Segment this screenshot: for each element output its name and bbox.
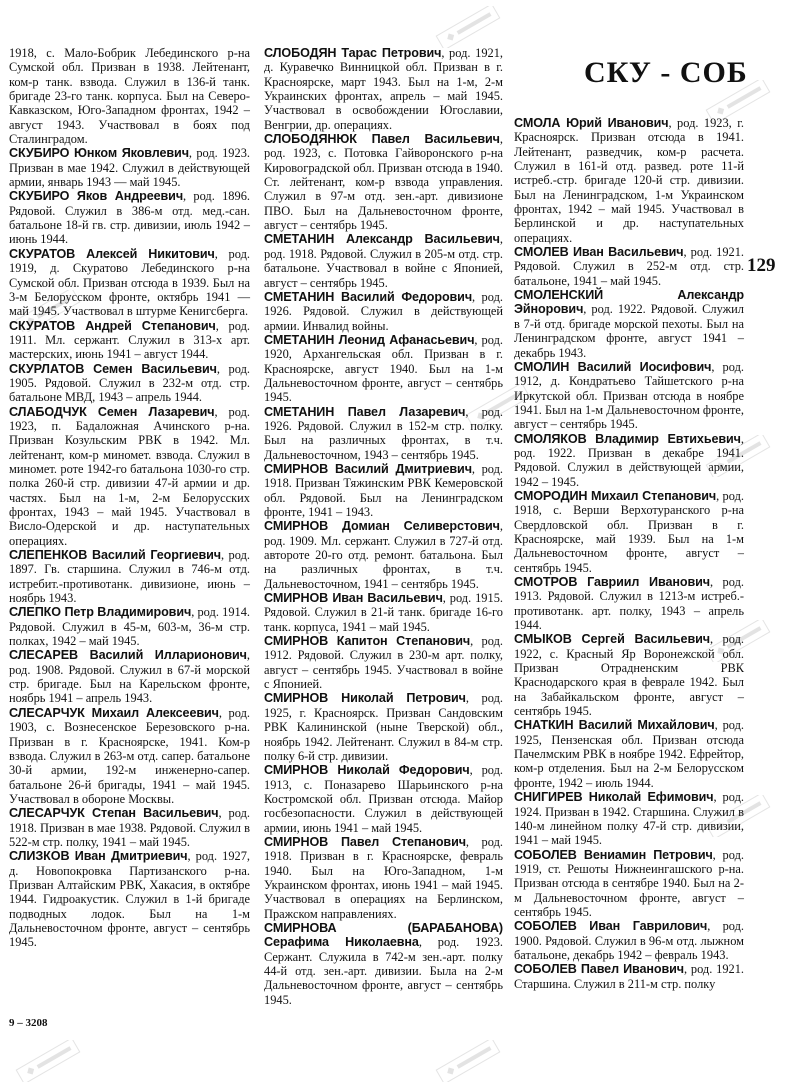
biography-entry <box>264 232 503 289</box>
entry-text: , род. 1913, с. Поназарево Шарьинского р-на Костромской обл. Призван отсюда. Майор госбезопасности. Служил в действующей армии, июнь 1941 – май 1945. <box>264 763 504 835</box>
person-name: СМОРОДИН Михаил Степанович <box>514 488 717 503</box>
biography-entry <box>514 288 744 360</box>
entry-text: , род. 1923, с. Потовка Гайворонского р-на Кировоградской обл. Призван отсюда в 1940. Ст. лейтенант, ком-р взвода управления. Служил в 97-м отд. зен.-арт. дивизионе ПВО. Был на Дальневосточном фронте, август – сентябрь 1945. <box>264 132 503 233</box>
biography-entry <box>9 319 250 362</box>
continuation-text: 1918, с. Мало-Бобрик Лебединского р-на Сумской обл. Призван в 1938. Лейтенант, ком-р танк. взвода. Служил в 136-й танк. бригаде 23-го танк. корпуса. Был на Северо-Кавказском, Юго-Западном фронтах, 1942 – август 1943. Участвовал в боях под Сталинградом. <box>9 46 250 147</box>
biography-entry <box>9 605 250 648</box>
text-column-left <box>9 46 250 950</box>
person-name: СЛОБОДЯН Тарас Петрович <box>264 46 442 60</box>
person-name: СМЕТАНИН Павел Лазаревич <box>264 404 466 419</box>
biography-entry <box>514 848 744 920</box>
person-name: СМОЛЕНСКИЙ Александр Эйнорович <box>514 288 744 317</box>
person-name: СЛИЗКОВ Иван Дмитриевич <box>9 849 188 864</box>
biography-entry <box>514 790 744 847</box>
person-name: СЛЕСАРЕВ Василий Илларионович <box>9 648 247 663</box>
biography-entry <box>9 405 250 548</box>
person-name: СМИРНОВ Павел Степанович <box>264 834 466 849</box>
entry-text: , род. 1923. Призван в мае 1942. Служил в действующей армии, январь 1943 — май 1945. <box>9 146 250 190</box>
entry-text: , род. 1921. Старшина. Служил в 211-м стр. полку <box>514 962 744 991</box>
entry-text: , род. 1919, д. Скуратово Лебединского р-на Сумской обл. Призван отсюда в 1939. Был на 3-м Белорусском фронте, октябрь 1941 — май 1945. Участвовал в штурме Кенигсберга. <box>9 246 250 319</box>
biography-entry <box>264 462 503 519</box>
entry-text: , род. 1908. Рядовой. Служил в 67-й морской стр. бригаде. Был на Карельском фронте, ноябрь 1941 – апрель 1943. <box>9 648 250 706</box>
person-name: СМИРНОВ Иван Васильевич <box>264 591 443 606</box>
entry-text: , род. 1912, д. Кондратьево Тайшетского р-на Иркутской обл. Призван отсюда в ноябре 1941. Был на 1-м Дальневосточном фронте, август – сентябрь 1945. <box>514 359 744 432</box>
entry-text: , род. 1923, п. Бадаложная Ачинского р-на. Призван Козульским РВК в 1942. Мл. лейтенант, ком-р миномет. взвода. Служил в миномет. роте 1942-го батальона 1030-го стр. полка 260-й стр. дивизии 47-й армии и др. частях. Был на 1-м, 2-м Белорусских фронтах, 1943 – май 1945. Участвовал в Висло-Одерской и др. наступательных операциях. <box>9 404 250 548</box>
person-name: СЛЕСАРЧУК Степан Васильевич <box>9 806 219 821</box>
person-name: СКУРАТОВ Алексей Никитович <box>9 246 215 261</box>
person-name: СМЕТАНИН Василий Федорович <box>264 289 473 304</box>
person-name: СЛАБОДЧУК Семен Лазаревич <box>9 404 215 419</box>
biography-entry <box>264 634 503 691</box>
biography-entry <box>264 405 503 462</box>
person-name: СЛОБОДЯНЮК Павел Васильевич <box>264 132 500 147</box>
entry-text: , род. 1918. Призван в г. Красноярске, февраль 1940. Был на Юго-Западном, 1-м Украинском фронтах, июнь 1941 – май 1945. Участвовал в операциях на Берлинском, Пражском направлениях. <box>264 834 503 921</box>
entry-text: , род. 1914. Рядовой. Служил в 45-м, 603-м, 36-м стр. полках, 1942 – май 1945. <box>9 605 250 649</box>
biography-entry <box>264 763 503 835</box>
entry-text: , род. 1927, д. Новопокровка Партизанского р-на. Призван Алтайским РВК, Хакасия, в октябре 1944. Гидроакустик. Служил в 1-й бригаде подводных лодок. Был на 1-м Дальневосточном фронте, август – сентябрь 1945. <box>9 849 250 950</box>
person-name: СМИРНОВ Василий Дмитриевич <box>264 461 472 476</box>
entry-text: , род. 1903, с. Вознесенское Березовского р-на. Призван в г. Красноярске, 1941. Ком-р взвода. Служил в 263-м отд. сапер. батальоне 30-й армии, 192-м инженерно-сапер. батальоне 26-й бригады, 1941 – май 1945. Участвовал в обороне Москвы. <box>9 705 250 806</box>
entry-text: , род. 1922. Призван в декабре 1941. Рядовой. Служил в действующей армии, 1942 – 1945. <box>514 431 744 489</box>
person-name: СМИРНОВ Капитон Степанович <box>264 634 471 649</box>
biography-entry <box>264 691 503 763</box>
biography-entry <box>514 489 744 575</box>
person-name: СМОЛЕВ Иван Васильевич <box>514 245 684 260</box>
person-name: СМИРНОВ Николай Петрович <box>264 691 466 706</box>
person-name: СКУБИРО Яков Андреевич <box>9 189 184 204</box>
biography-entry <box>514 116 744 245</box>
person-name: СОБОЛЕВ Вениамин Петрович <box>514 847 713 862</box>
biography-entry <box>514 718 744 790</box>
entry-text: , род. 1911. Мл. сержант. Служил в 313-х арт. мастерских, июнь 1941 – август 1944. <box>9 318 250 362</box>
text-column-middle <box>264 46 503 1007</box>
biography-entry <box>264 46 503 132</box>
watermark-logo <box>430 6 506 48</box>
entry-text: , род. 1925, г. Красноярск. Призван Сандовским РВК Калининской (ныне Тверской) обл., ноябрь 1942. Лейтенант. Служил в 84-м стр. полку 6-й стр. дивизии. <box>264 691 503 763</box>
page-number: 129 <box>747 255 776 276</box>
person-name: СМОЛЯКОВ Владимир Евтихьевич <box>514 431 741 446</box>
person-name: СМЫКОВ Сергей Васильевич <box>514 632 710 647</box>
biography-entry <box>264 333 503 405</box>
entry-text: , род. 1920, Архангельская обл. Призван в г. Красноярске, август 1940. Был на 1-м Дальневосточном фронте, август – сентябрь 1945. <box>264 332 503 405</box>
person-name: СКУРАТОВ Андрей Степанович <box>9 318 216 333</box>
running-head: СКУ - СОБ <box>584 56 748 89</box>
person-name: СЛЕПЕНКОВ Василий Георгиевич <box>9 548 222 563</box>
biography-entry <box>9 362 250 405</box>
biography-entry <box>514 575 744 632</box>
person-name: СКУБИРО Юнком Яковлевич <box>9 146 189 161</box>
person-name: СОБОЛЕВ Павел Иванович <box>514 962 684 977</box>
entry-text: , род. 1912. Рядовой. Служил в 230-м арт. полку, август – сентябрь 1945. Участвовал в войне с Японией. <box>264 634 503 692</box>
biography-entry <box>514 632 744 718</box>
entry-text: , род. 1922, с. Красный Яр Воронежской обл. Призван Отрадненским РВК Краснодарского края в феврале 1942. Был на Забайкальском фронте, август – сентябрь 1945. <box>514 632 744 719</box>
entry-text: , род. 1918. Призван в мае 1938. Рядовой. Служил в 522-м стр. полку, 1941 – май 1945. <box>9 806 250 849</box>
biography-entry <box>514 245 744 288</box>
biography-entry <box>9 146 250 189</box>
biography-entry <box>514 919 744 962</box>
biography-entry <box>9 706 250 806</box>
biography-entry <box>9 849 250 949</box>
biography-entry <box>9 648 250 705</box>
entry-text: , род. 1924. Призван в 1942. Старшина. Служил в 140-м линейном полку 47-й стр. дивизии, 1941 – май 1945. <box>514 790 744 848</box>
entry-text: , род. 1897. Гв. старшина. Служил в 746-м отд. истребит.-противотанк. дивизионе, июнь – ноябрь 1943. <box>9 548 250 606</box>
entry-text: , род. 1918, с. Верши Верхотуранского р-на Свердловской обл. Призван в г. Красноярске, май 1939. Был на 1-м Дальневосточном фронте, август – сентябрь 1945. <box>514 488 744 575</box>
biography-entry <box>9 548 250 605</box>
biography-entry <box>514 962 744 991</box>
biography-entry <box>264 519 503 591</box>
text-column-right <box>514 116 744 991</box>
entry-text: , род. 1923, г. Красноярск. Призван отсюда в 1941. Лейтенант, разведчик, ком-р расчета. Служил в 161-й отд. развед. роте 11-й истреб.-стр. бригаде 120-й стр. дивизии. Был на Ленинградском, 1-м Украинском фронтах, 1942 – май 1945. Участвовал в Берлинской и др. наступательных операциях. <box>514 116 744 245</box>
person-name: СЛЕСАРЧУК Михаил Алексеевич <box>9 705 219 720</box>
person-name: СМИРНОВА (БАРАБАНОВА) Серафима Николаевна <box>264 920 503 950</box>
person-name: СМЕТАНИН Леонид Афанасьевич <box>264 332 475 347</box>
entry-text: , род. 1896. Рядовой. Служил в 386-м отд. мед.-сан. батальоне 18-й гв. стр. дивизии, июль 1942 – июнь 1944. <box>9 189 250 247</box>
entry-text: , род. 1913. Рядовой. Служил в 1213-м истреб.-противотанк. арт. полку, 1943 – апрель 1944. <box>514 575 744 633</box>
entry-text: , род. 1922. Рядовой. Служил в 7-й отд. бригаде морской пехоты. Был на Ленинградском фронте, август 1941 – декабрь 1943. <box>514 302 744 360</box>
person-name: СНАТКИН Василий Михайлович <box>514 718 715 733</box>
biography-entry <box>264 591 503 634</box>
person-name: СЛЕПКО Петр Владимирович <box>9 605 192 620</box>
entry-text: , род. 1919, ст. Решоты Нижнеингашского р-на. Призван отсюда в сентябре 1940. Был на 2-м Дальневосточном фронте, август – сентябрь 1945. <box>514 847 744 919</box>
biography-entry <box>9 806 250 849</box>
person-name: СМОТРОВ Гавриил Иванович <box>514 575 710 589</box>
person-name: СНИГИРЕВ Николай Ефимович <box>514 790 714 805</box>
entry-text: , род. 1923. Сержант. Служила в 742-м зен.-арт. полку 44-й отд. зен.-арт. дивизии. Была на 2-м Дальневосточном фронте, август – сентябрь 1945. <box>264 935 503 1007</box>
entry-text: , род. 1915. Рядовой. Служил в 21-й танк. бригаде 16-го танк. корпуса, 1941 – май 1945. <box>264 591 503 634</box>
biography-entry <box>264 290 503 333</box>
entry-text: , род. 1926. Рядовой. Служил в действующей армии. Инвалид войны. <box>264 289 503 333</box>
watermark-logo <box>430 1040 506 1082</box>
printer-signature-mark: 9 – 3208 <box>9 1017 48 1029</box>
entry-text: , род. 1900. Рядовой. Служил в 96-м отд. лыжном батальоне, декабрь 1942 – февраль 1943. <box>514 919 745 962</box>
entry-text: , род. 1921, д. Куравечко Винницкой обл. Призван в г. Красноярске, март 1943. Был на 1-м, 2-м Украинских фронтах, апрель – май 1945. Участвовал в освобождении Югославии, Венгрии, др. операциях. <box>264 46 503 132</box>
entry-text: , род. 1918. Призван Тяжинским РВК Кемеровской обл. Рядовой. Был на Ленинградском фронте, 1941 – 1943. <box>264 461 504 519</box>
entry-text: , род. 1909. Мл. сержант. Служил в 727-й отд. автороте 20-го отд. ремонт. батальона. Был на различных фронтах, в т.ч. Дальневосточном, 1941 – сентябрь 1945. <box>264 519 503 591</box>
biography-entry <box>514 360 744 432</box>
person-name: СОБОЛЕВ Иван Гаврилович <box>514 919 708 934</box>
person-name: СМИРНОВ Николай Федорович <box>264 763 470 778</box>
person-name: СКУРЛАТОВ Семен Васильевич <box>9 361 217 376</box>
person-name: СМИРНОВ Домиан Селиверстович <box>264 519 500 534</box>
biography-entry <box>514 432 744 489</box>
biography-entry <box>264 835 503 921</box>
entry-text: , род. 1905. Рядовой. Служил в 232-м отд. стр. батальоне МВД, 1943 – апрель 1944. <box>9 361 250 405</box>
person-name: СМОЛА Юрий Иванович <box>514 116 669 130</box>
entry-text: , род. 1921. Рядовой. Служил в 252-м отд. стр. батальоне, 1941 – май 1945. <box>514 245 745 288</box>
biography-entry <box>9 247 250 319</box>
person-name: СМОЛИН Василий Иосифович <box>514 359 712 374</box>
biography-entry <box>9 189 250 246</box>
entry-text: , род. 1925, Пензенская обл. Призван отсюда Пачелмским РВК в ноябре 1942. Ефрейтор, ком-р отделения. Был на 2-м Белорусском фронте, 1942 – июль 1944. <box>514 718 745 790</box>
entry-text: , род. 1918. Рядовой. Служил в 205-м отд. стр. батальоне. Участвовал в войне с Японией, август – сентябрь 1945. <box>264 232 503 290</box>
biography-entry <box>264 132 503 232</box>
person-name: СМЕТАНИН Александр Васильевич <box>264 232 500 247</box>
watermark-logo <box>10 1040 86 1082</box>
biography-entry <box>264 921 503 1007</box>
entry-text: , род. 1926. Рядовой. Служил в 152-м стр. полку. Был на различных фронтах, в т.ч. Дальневосточном, 1943 – сентябрь 1945. <box>264 404 504 462</box>
